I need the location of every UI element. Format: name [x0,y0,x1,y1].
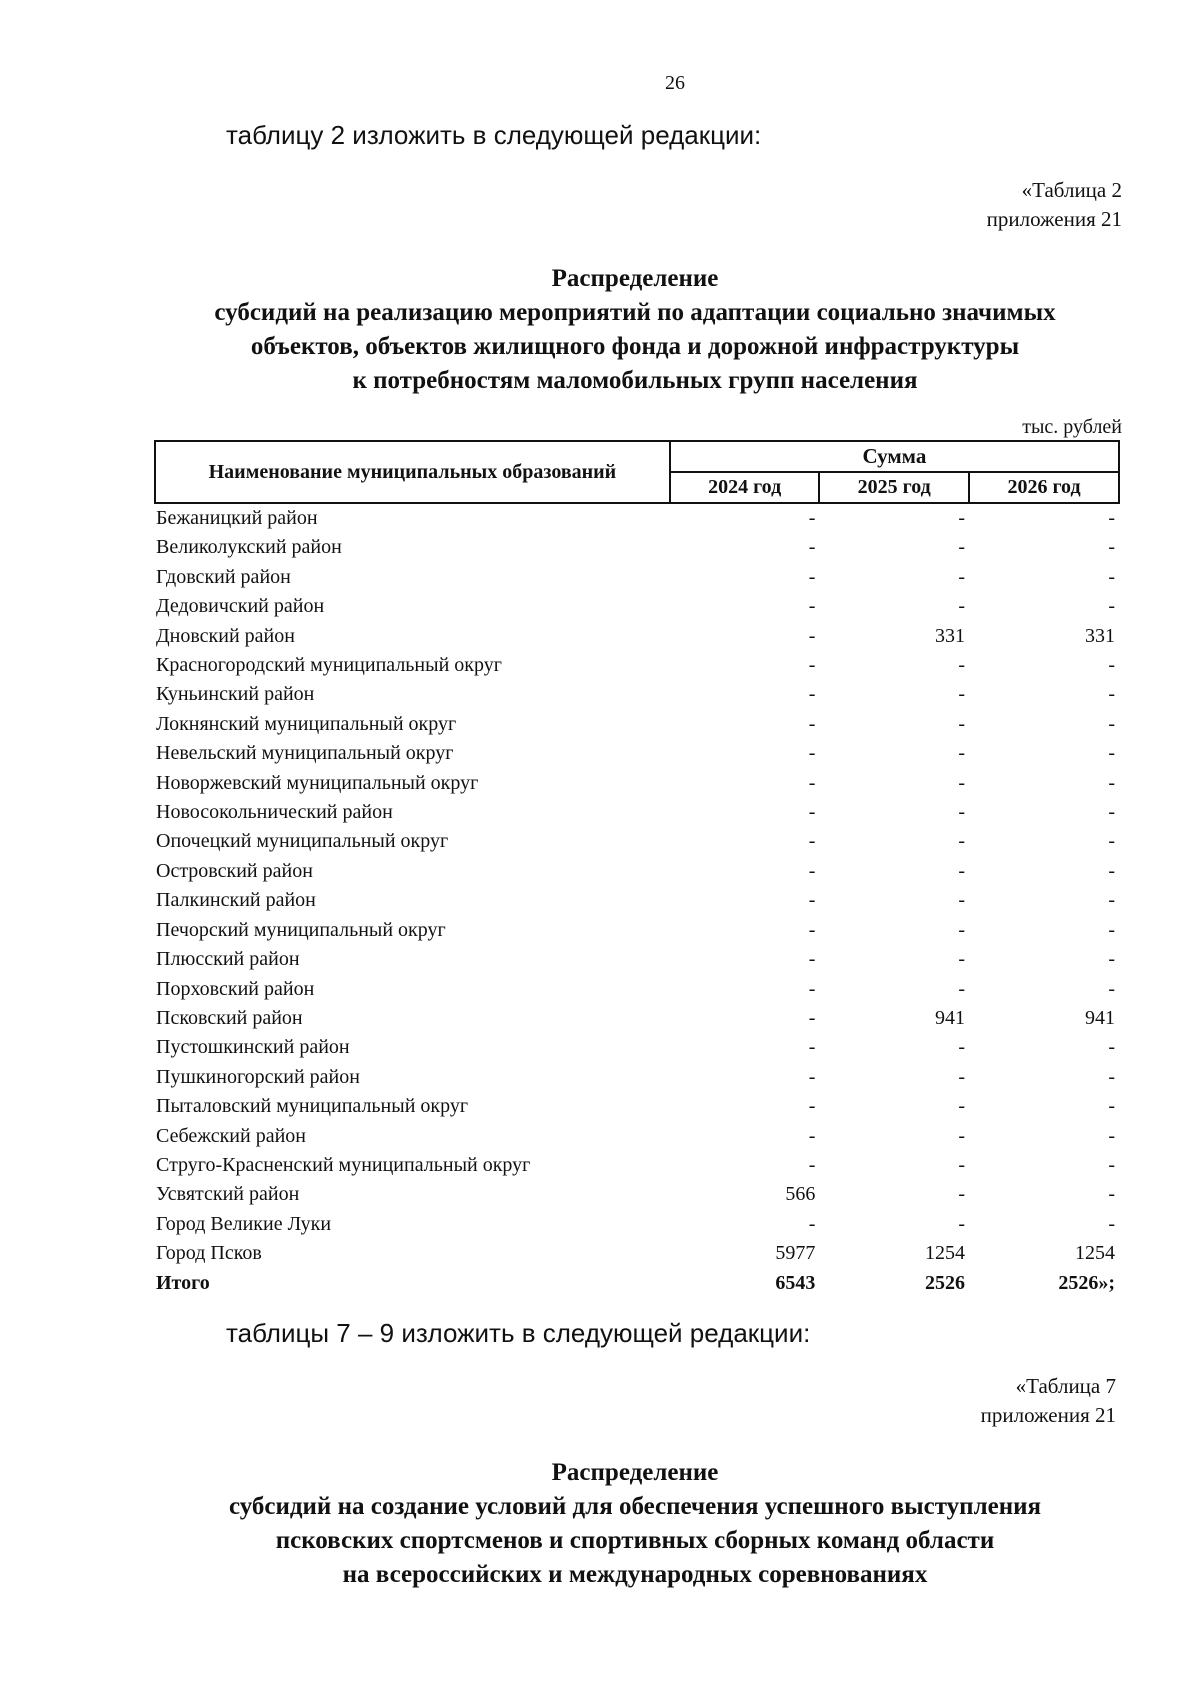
value-2025: - [958,683,966,706]
table-row [155,857,1119,886]
value-2026: - [1108,654,1115,677]
value-2025: - [958,1212,966,1235]
table-row [155,886,1119,915]
table-row [155,945,1119,974]
column-header-2025: 2025 год [819,472,969,503]
value-2026: - [1108,1124,1115,1147]
row-name: Порховский район [156,977,315,1000]
heading-line: субсидий на создание условий для обеспечения успешного выступления [228,1493,1042,1520]
value-2025: - [958,1036,966,1059]
total-2026-cell [969,1269,1119,1298]
value-2026: - [1108,1065,1115,1088]
value-2025: - [958,536,966,559]
value-2025: - [958,1095,966,1118]
column-header-sum: Сумма [670,441,1119,472]
table-row [155,1151,1119,1180]
table-row [155,710,1119,739]
column-header-name: Наименование муниципальных образований [155,441,670,503]
value-2026: - [1108,712,1115,735]
table-row [155,1210,1119,1239]
value-2025: - [958,742,966,765]
heading-title: Распределение [551,1459,719,1486]
value-2026: - [1108,889,1115,912]
row-name: Новоржевский муниципальный округ [156,771,479,794]
table-2-appendix: приложения 21 [986,207,1122,231]
row-name: Куньинский район [156,683,315,706]
total-2024: 6543 [775,1271,816,1294]
value-2026: - [1108,1095,1115,1118]
table-row [155,1180,1119,1209]
value-2025: - [958,1124,966,1147]
value-2025: 331 [935,624,966,647]
subsidy-distribution-table [154,440,1120,1298]
row-name: Пыталовский муниципальный округ [156,1095,469,1118]
value-2026: - [1108,565,1115,588]
value-2025: 1254 [925,1242,966,1265]
table-total-row [155,1269,1119,1298]
row-name: Усвятский район [156,1183,300,1206]
heading-line: к потребностям маломобильных групп населения [352,367,918,394]
row-name: Пушкиногорский район [156,1065,360,1088]
table-row [155,1092,1119,1121]
value-2026: - [1108,918,1115,941]
row-name: Пустошкинский район [156,1036,350,1059]
value-2025: - [958,565,966,588]
value-2024: - [808,683,816,706]
value-2024: - [808,771,816,794]
value-2024: - [808,1065,816,1088]
table-2-label: «Таблица 2 [1021,178,1122,202]
column-header-2026: 2026 год [969,472,1119,503]
value-2024: - [808,536,816,559]
value-2024: - [808,977,816,1000]
value-2025: - [958,595,966,618]
value-2025: - [958,948,966,971]
closing-quote: »; [1098,1271,1115,1294]
table-row [155,1033,1119,1062]
table-row [155,769,1119,798]
value-2026: - [1108,830,1115,853]
value-2024: - [808,1095,816,1118]
value-2024: - [808,1212,816,1235]
table-row [155,739,1119,768]
units-label: тыс. рублей [1022,416,1122,438]
total-label: Итого [156,1271,210,1294]
value-2024: - [808,1124,816,1147]
value-2025: - [958,1183,966,1206]
value-2025: - [958,977,966,1000]
table-row [155,680,1119,709]
heading-line: объектов, объектов жилищного фонда и дорожной инфраструктуры [250,333,1020,360]
table-2-reference [987,176,1122,234]
intro-text-tables-7-9: таблицы 7 – 9 изложить в следующей редакции: [226,1318,811,1348]
row-name: Себежский район [156,1124,306,1147]
table-row [155,1063,1119,1092]
heading-title: Распределение [551,265,719,292]
table-2-heading [150,262,1120,398]
value-2024: - [808,654,816,677]
row-name: Гдовский район [156,565,291,588]
value-2025: - [958,859,966,882]
value-2024: - [808,507,816,529]
value-2025: - [958,712,966,735]
heading-line: на всероссийских и международных соревнованиях [342,1561,928,1588]
table-row [155,798,1119,827]
value-2024: - [808,624,816,647]
column-header-2024: 2024 год [670,472,820,503]
table-row [155,1239,1119,1268]
value-2026: - [1108,859,1115,882]
row-name: Дновский район [156,624,295,647]
value-2024: - [808,1036,816,1059]
total-2025: 2526 [925,1271,966,1294]
value-2026: 941 [1085,1006,1115,1029]
value-2025: - [958,918,966,941]
table-7-appendix: приложения 21 [980,1403,1116,1427]
table-row [155,1004,1119,1033]
row-name: Псковский район [156,1006,303,1029]
value-2026: - [1108,507,1115,529]
row-name: Бежаницкий район [156,507,318,529]
value-2024: - [808,742,816,765]
value-2026: 331 [1085,624,1115,647]
value-2025: - [958,1153,966,1176]
row-name: Плюсский район [156,948,300,971]
value-2025: - [958,801,966,824]
row-name: Струго-Красненский муниципальный округ [156,1153,531,1176]
value-2024: - [808,889,816,912]
value-2024: - [808,801,816,824]
value-2026: 1254 [1075,1242,1115,1265]
value-2026: - [1108,948,1115,971]
row-name: Опочецкий муниципальный округ [156,830,449,853]
value-2026: - [1108,1153,1115,1176]
table-row [155,533,1119,562]
table-row [155,916,1119,945]
intro-text-table-2: таблицу 2 изложить в следующей редакции: [226,120,762,150]
row-name: Островский район [156,859,313,882]
table-7-label: «Таблица 7 [1015,1374,1116,1398]
value-2025: - [958,771,966,794]
row-name: Печорский муниципальный округ [156,918,446,941]
table-7-heading [140,1456,1130,1592]
value-2024: 566 [785,1183,816,1206]
table-row [155,592,1119,621]
heading-line: псковских спортсменов и спортивных сборных команд области [275,1527,995,1554]
value-2024: - [808,712,816,735]
row-name: Город Великие Луки [156,1212,332,1235]
row-name: Локнянский муниципальный округ [156,712,457,735]
row-name: Палкинский район [156,889,316,912]
value-2024: - [808,948,816,971]
value-2024: - [808,859,816,882]
value-2024: 5977 [775,1242,816,1265]
row-name: Дедовичский район [156,595,325,618]
value-2025: - [958,830,966,853]
value-2026: - [1108,536,1115,559]
table-row [155,975,1119,1004]
value-2024: - [808,595,816,618]
value-2024: - [808,1006,816,1029]
table-row [155,1122,1119,1151]
value-2025: 941 [935,1006,966,1029]
value-2025: - [958,654,966,677]
value-2026: - [1108,1036,1115,1059]
table-row [155,651,1119,680]
value-2026: - [1108,977,1115,1000]
value-2026: - [1108,1183,1115,1206]
value-2026: - [1108,771,1115,794]
value-2026: - [1108,742,1115,765]
value-2024: - [808,830,816,853]
value-2026: - [1108,801,1115,824]
value-2025: - [958,1065,966,1088]
value-2026: - [1108,595,1115,618]
value-2024: - [808,918,816,941]
table-7-reference [981,1372,1116,1430]
row-name: Город Псков [156,1242,262,1265]
value-2026: - [1108,1212,1115,1235]
row-name: Красногородский муниципальный округ [156,654,502,677]
value-2025: - [958,507,966,529]
table-row [155,563,1119,592]
value-2024: - [808,1153,816,1176]
value-2024: - [808,565,816,588]
row-name: Великолукский район [156,536,342,559]
page-number: 26 [665,72,685,94]
value-2026: - [1108,683,1115,706]
heading-line: субсидий на реализацию мероприятий по адаптации социально значимых [214,299,1056,326]
total-2026: 2526 [1058,1271,1099,1294]
table-row [155,503,1119,533]
row-name: Невельский муниципальный округ [156,742,454,765]
table-row [155,622,1119,651]
row-name: Новосокольнический район [156,801,393,824]
table-row [155,827,1119,856]
value-2025: - [958,889,966,912]
